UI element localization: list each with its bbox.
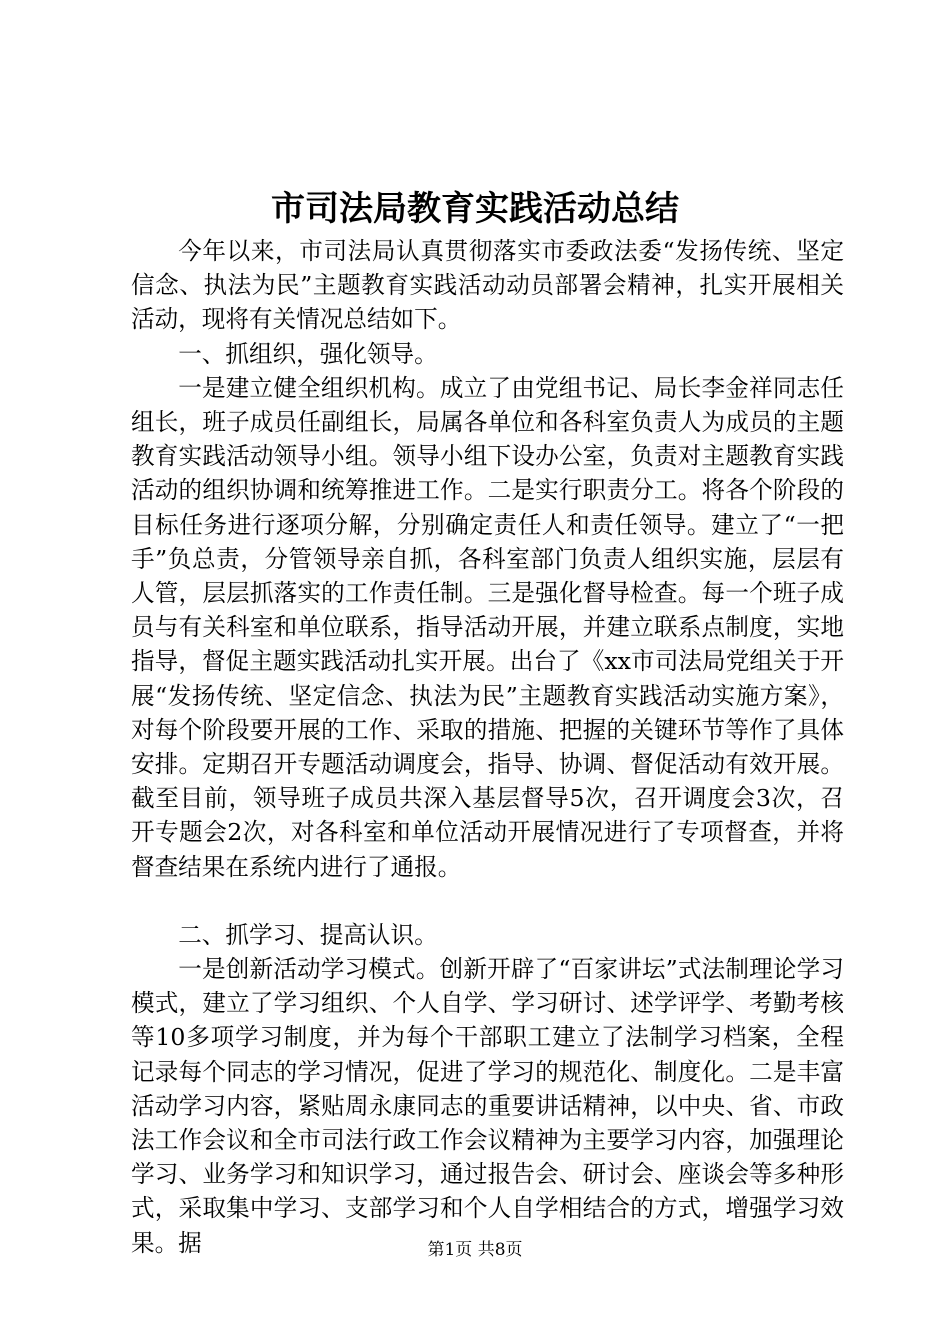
paragraph-spacer (131, 884, 844, 918)
section-heading-1: 一、抓组织，强化领导。 (178, 339, 438, 368)
paragraph-study: 一是创新活动学习模式。创新开辟了“百家讲坛”式法制理论学习模式，建立了学习组织、个人自学、学习研讨、述学评学、考勤考核等10多项学习制度，并为每个干部职工建立了法制学习档案，全程记录每个同志的学习情况，促进了学习的规范化、制度化。二是丰富活动学习内容，紧贴周永康同志的重要讲话精神，以中央、省、市政法工作会议和全市司法行政工作会议精神为主要学习内容，加强理论学习、业务学习和知识学习，通过报告会、研讨会、座谈会等多种形式，采取集中学习、支部学习和个人自学相结合的方式，增强学习效果。据 (131, 955, 844, 1257)
page-number-footer: 第1页 共8页 (427, 1240, 523, 1260)
paragraph-organization: 一是建立健全组织机构。成立了由党组书记、局长李金祥同志任组长，班子成员任副组长，局属各单位和各科室负责人为成员的主题教育实践活动领导小组。领导小组下设办公室，负责对主题教育实践活动的组织协调和统筹推进工作。二是实行职责分工。将各个阶段的目标任务进行逐项分解，分别确定责任人和责任领导。建立了“一把手”负总责，分管领导亲自抓，各科室部门负责人组织实施，层层有人管，层层抓落实的工作责任制。三是强化督导检查。每一个班子成员与有关科室和单位联系，指导活动开展，并建立联系点制度，实地指导，督促主题实践活动扎实开展。出台了《xx市司法局党组关于开展“发扬传统、坚定信念、执法为民”主题教育实践活动实施方案》，对每个阶段要开展的工作、采取的措施、把握的关键环节等作了具体安排。定期召开专题活动调度会，指导、协调、督促活动有效开展。截至目前，领导班子成员共深入基层督导5次，召开调度会3次，召开专题会2次，对各科室和单位活动开展情况进行了专项督查，并将督查结果在系统内进行了通报。 (131, 373, 844, 881)
document-title: 市司法局教育实践活动总结 (271, 189, 679, 229)
paragraph-intro: 今年以来，市司法局认真贯彻落实市委政法委“发扬传统、坚定信念、执法为民”主题教育实践活动动员部署会精神，扎实开展相关活动，现将有关情况总结如下。 (131, 237, 844, 334)
section-heading-2: 二、抓学习、提高认识。 (178, 920, 438, 949)
document-body (131, 234, 844, 1260)
